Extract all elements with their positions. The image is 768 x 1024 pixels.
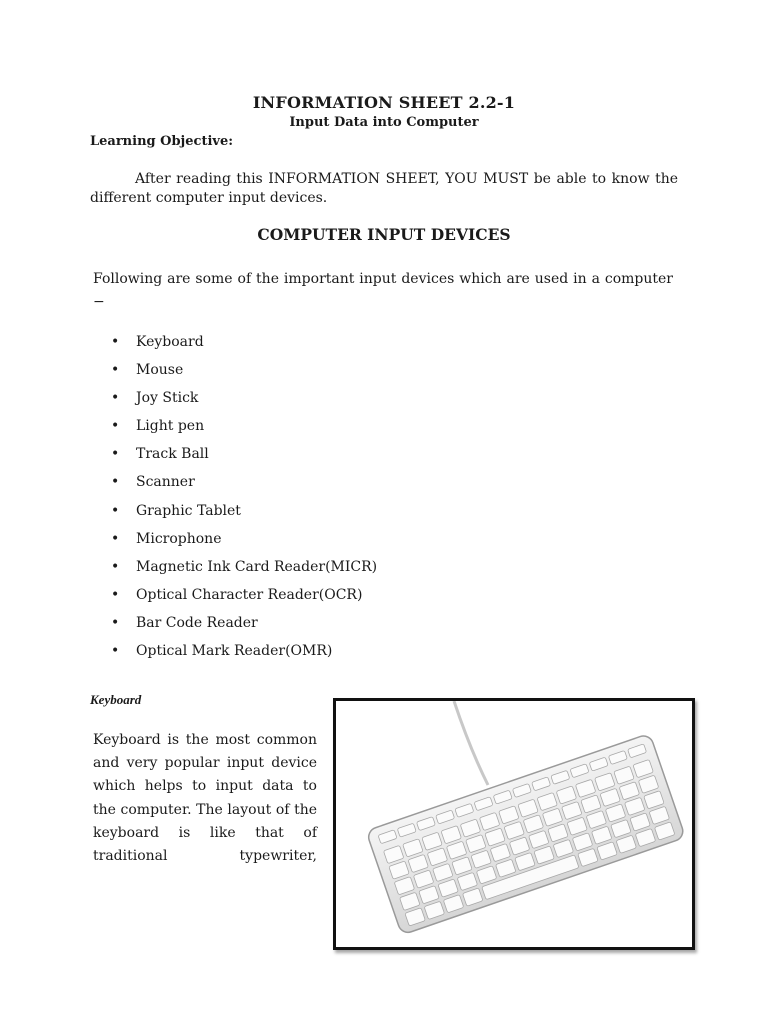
list-item	[110, 332, 377, 360]
keyboard-heading: Keyboard	[90, 692, 142, 707]
list-item	[110, 585, 377, 613]
list-item	[110, 613, 377, 641]
page-title: INFORMATION SHEET 2.2-1	[252, 93, 516, 112]
keyboard-photo-icon	[336, 701, 692, 947]
list-item-label: Track Ball	[136, 446, 209, 463]
list-item	[110, 501, 377, 529]
bullet-icon: •	[111, 530, 120, 547]
keyboard-image-frame	[333, 698, 695, 950]
list-item	[110, 444, 377, 472]
list-item	[110, 472, 377, 500]
bullet-icon: •	[111, 586, 120, 603]
list-item	[110, 557, 377, 585]
list-item	[110, 529, 377, 557]
input-device-list	[110, 332, 377, 669]
learning-objective-text: After reading this INFORMATION SHEET, YOU MUST be able to know the different computer input devices.	[90, 171, 678, 206]
bullet-icon: •	[111, 502, 120, 519]
bullet-icon: •	[111, 418, 120, 435]
bullet-icon: •	[111, 474, 120, 491]
bullet-icon: •	[111, 334, 120, 350]
section-lead-paragraph: Following are some of the important input devices which are used in a computer −	[93, 271, 673, 310]
list-item-label: Joy Stick	[136, 390, 199, 407]
list-item-label: Scanner	[136, 474, 195, 491]
section-heading: COMPUTER INPUT DEVICES	[257, 225, 511, 244]
list-item-label: Bar Code Reader	[136, 614, 258, 631]
bullet-icon: •	[111, 614, 120, 631]
list-item	[110, 388, 377, 416]
learning-objective-label: Learning Objective:	[90, 134, 234, 149]
bullet-icon: •	[111, 446, 120, 463]
bullet-icon: •	[111, 390, 120, 407]
list-item-label: Graphic Tablet	[136, 502, 241, 519]
list-item-label: Optical Character Reader(OCR)	[136, 586, 363, 603]
keyboard-cable-icon	[454, 701, 488, 785]
list-item-label: Mouse	[136, 362, 184, 379]
list-item-label: Optical Mark Reader(OMR)	[136, 643, 333, 660]
keyboard-description: Keyboard is the most common and very popular input device which helps to input data to the computer. The layout of the keyboard is like that of traditional typewriter,	[93, 732, 317, 865]
list-item-label: Keyboard	[136, 334, 204, 350]
list-item	[110, 641, 377, 669]
keyboard-body-icon	[366, 733, 685, 935]
bullet-icon: •	[111, 643, 120, 660]
list-item-label: Magnetic Ink Card Reader(MICR)	[136, 558, 378, 575]
list-item	[110, 416, 377, 444]
list-item-label: Light pen	[136, 418, 205, 435]
page-subtitle: Input Data into Computer	[289, 115, 479, 130]
bullet-icon: •	[111, 558, 120, 575]
list-item	[110, 360, 377, 388]
list-item-label: Microphone	[136, 530, 222, 547]
bullet-icon: •	[111, 362, 120, 379]
